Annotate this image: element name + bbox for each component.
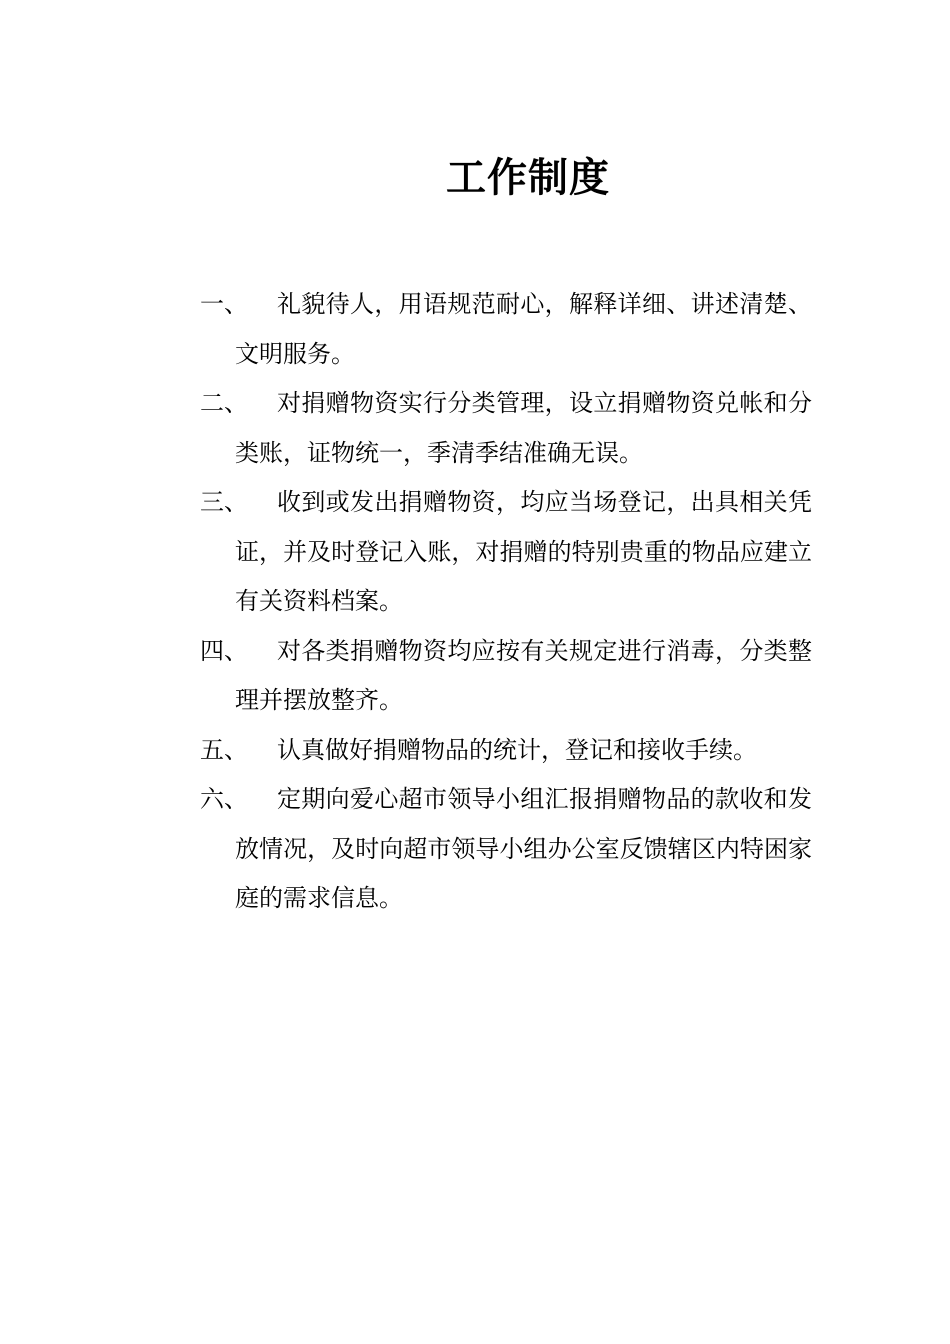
rule-item-5 — [200, 726, 812, 776]
rule-item-3 — [200, 478, 812, 627]
rule-number: 四、 — [200, 636, 248, 665]
rule-number: 六、 — [200, 785, 248, 813]
rule-text: 对各类捐赠物资均应按有关规定进行消毒，分类整理并摆放整齐。 — [235, 636, 812, 714]
rules-list — [200, 280, 812, 924]
rule-number: 二、 — [200, 389, 248, 417]
rule-item-2 — [200, 379, 812, 478]
rule-text: 认真做好捐赠物品的统计，登记和接收手续。 — [277, 735, 757, 764]
rule-text: 定期向爱心超市领导小组汇报捐赠物品的款收和发放情况，及时向超市领导小组办公室反馈辖区内特困家庭的需求信息。 — [235, 785, 812, 912]
page-title: 工作制度 — [446, 155, 610, 201]
rule-number: 三、 — [200, 488, 248, 516]
rule-number: 一、 — [200, 290, 248, 318]
rule-item-4 — [200, 627, 812, 726]
rule-number: 五、 — [200, 735, 248, 764]
rule-item-1 — [200, 280, 812, 379]
rule-item-6 — [200, 775, 812, 924]
rule-text: 收到或发出捐赠物资，均应当场登记，出具相关凭证，并及时登记入账，对捐赠的特别贵重的物品应建立有关资料档案。 — [235, 488, 812, 615]
rule-text: 对捐赠物资实行分类管理，设立捐赠物资兑帐和分类账，证物统一，季清季结准确无误。 — [235, 389, 812, 467]
rule-text: 礼貌待人，用语规范耐心，解释详细、讲述清楚、文明服务。 — [235, 290, 812, 368]
